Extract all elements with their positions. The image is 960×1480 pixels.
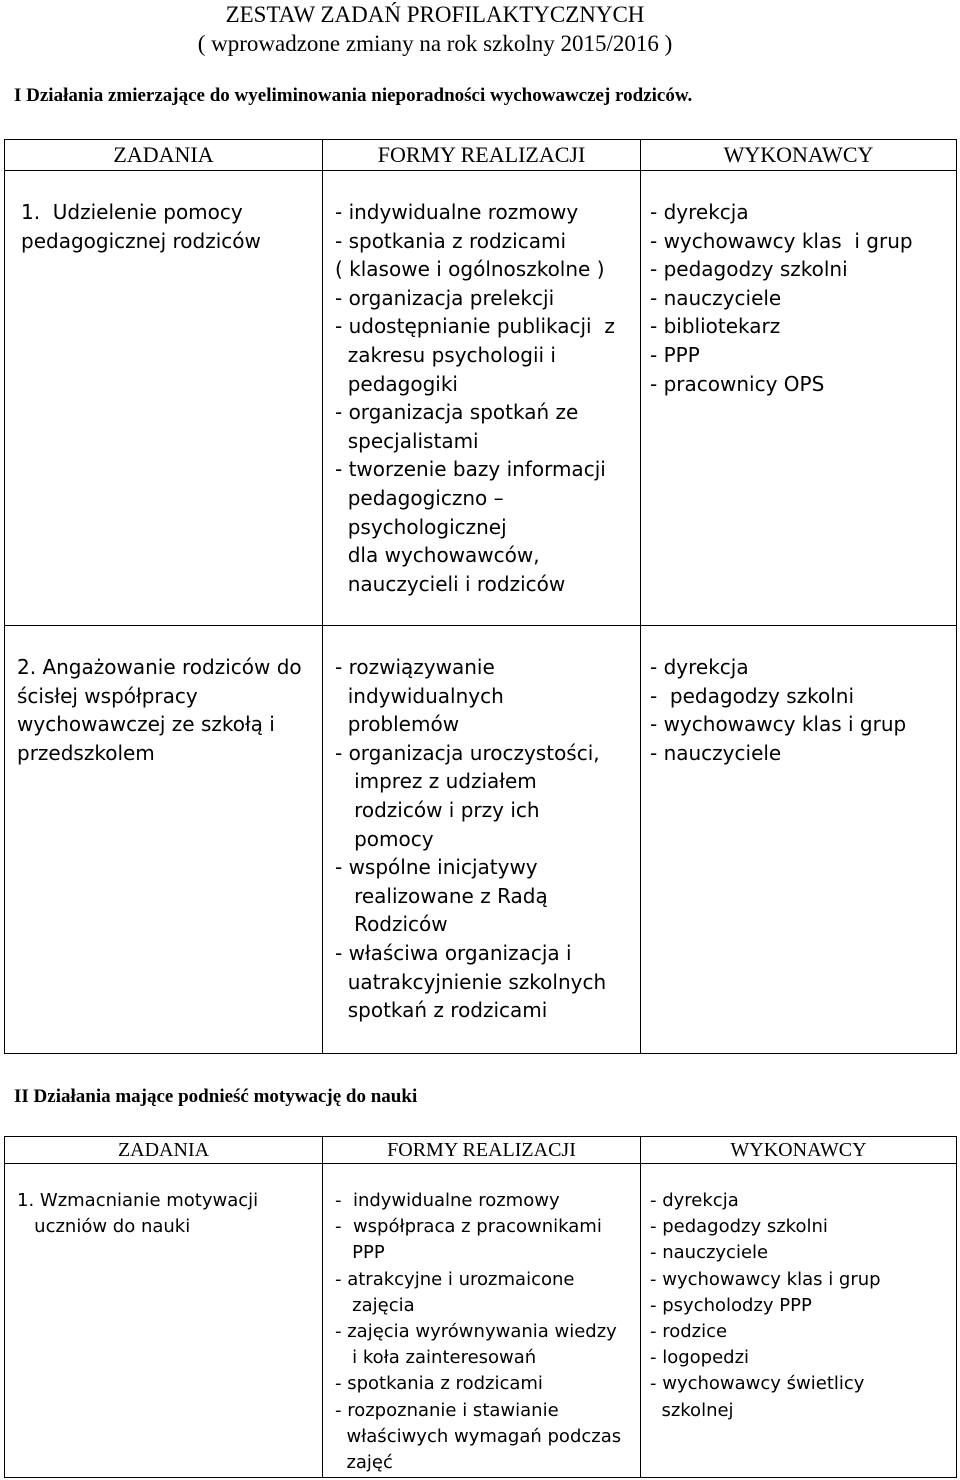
cell-text-line: - organizacja prelekcji bbox=[335, 285, 555, 310]
section2-heading: II Działania mające podnieść motywację do nauki bbox=[14, 1086, 418, 1107]
cell-text-line: - organizacja uroczystości, bbox=[335, 740, 600, 765]
cell-text-line: - nauczyciele bbox=[650, 740, 782, 765]
cell-text-line: - PPP bbox=[650, 342, 700, 367]
document-title: ZESTAW ZADAŃ PROFILAKTYCZNYCH bbox=[225, 2, 645, 27]
cell-text-line: realizowane z Radą bbox=[335, 883, 548, 908]
table-row bbox=[5, 626, 957, 1054]
section1-table bbox=[4, 139, 957, 1054]
cell-text-line: - pedagodzy szkolni bbox=[650, 1216, 828, 1238]
cell-text-line: dla wychowawców, bbox=[335, 543, 540, 568]
section1-heading: I Działania zmierzające do wyeliminowania nieporadności wychowawczej rodziców. bbox=[14, 85, 693, 106]
cell-text-line: pedagogiczno – bbox=[335, 485, 504, 510]
cell-text-line: psychologicznej bbox=[335, 514, 507, 539]
cell-text-line: imprez z udziałem bbox=[335, 769, 537, 794]
cell-text-line: - wychowawcy klas i grup bbox=[650, 228, 913, 253]
cell-text-line: - dyrekcja bbox=[650, 1190, 739, 1211]
cell-text-line: - tworzenie bazy informacji bbox=[335, 457, 606, 482]
cell-text-line: i koła zainteresowań bbox=[335, 1347, 537, 1369]
cell-text-line: - wychowawcy klas i grup bbox=[650, 712, 907, 737]
cell-text-line: specjalistami bbox=[335, 428, 479, 453]
forms-cell bbox=[323, 1164, 641, 1478]
cell-text-line: - logopedzi bbox=[650, 1347, 750, 1369]
cell-text-line: nauczycieli i rodziców bbox=[335, 571, 566, 596]
cell-text-line: - dyrekcja bbox=[650, 655, 749, 679]
executors-cell bbox=[641, 171, 957, 626]
executors-cell bbox=[641, 626, 957, 1054]
cell-text-line: spotkań z rodzicami bbox=[335, 998, 548, 1023]
cell-text-line: 1. Wzmacnianie motywacji bbox=[17, 1190, 259, 1211]
cell-text-line: indywidualnych bbox=[335, 683, 504, 708]
cell-text-line: przedszkolem bbox=[17, 740, 155, 765]
cell-text-line: - wspólne inicjatywy bbox=[335, 855, 538, 880]
cell-text-line: ścisłej współpracy bbox=[17, 683, 198, 708]
cell-text-line: - spotkania z rodzicami bbox=[335, 228, 567, 253]
cell-text-line: uatrakcyjnienie szkolnych bbox=[335, 969, 607, 994]
cell-text-line: zajęć bbox=[335, 1452, 393, 1474]
table-header-row bbox=[5, 1137, 957, 1164]
cell-text-line: - atrakcyjne i urozmaicone bbox=[335, 1268, 575, 1290]
cell-text-line: - rodzice bbox=[650, 1321, 728, 1343]
cell-text-line: - pedagodzy szkolni bbox=[650, 257, 848, 282]
cell-text-line: zajęcia bbox=[335, 1294, 415, 1316]
cell-text-line: - nauczyciele bbox=[650, 1242, 769, 1264]
cell-text-line: - wychowawcy świetlicy bbox=[650, 1373, 865, 1395]
column-header-tasks: ZADANIA bbox=[5, 1137, 323, 1164]
cell-text-line: szkolnej bbox=[650, 1399, 734, 1421]
cell-text-line: - rozwiązywanie bbox=[335, 655, 495, 679]
column-header-executors: WYKONAWCY bbox=[641, 1137, 957, 1164]
cell-text-line: - wychowawcy klas i grup bbox=[650, 1268, 881, 1290]
column-header-tasks: ZADANIA bbox=[5, 140, 323, 171]
cell-text-line: - bibliotekarz bbox=[650, 314, 781, 339]
cell-text-line: - rozpoznanie i stawianie bbox=[335, 1399, 559, 1421]
cell-text-line: - nauczyciele bbox=[650, 285, 782, 310]
cell-text-line: pedagogiki bbox=[335, 371, 458, 396]
forms-cell bbox=[323, 626, 641, 1054]
cell-text-line: problemów bbox=[335, 712, 460, 737]
cell-text-line: - udostępnianie publikacji z bbox=[335, 314, 615, 339]
cell-text-line: właściwych wymagań podczas bbox=[335, 1425, 622, 1447]
section2-table bbox=[4, 1136, 957, 1478]
cell-text-line: - właściwa organizacja i bbox=[335, 940, 572, 965]
cell-text-line: - pracownicy OPS bbox=[650, 371, 825, 396]
column-header-forms: FORMY REALIZACJI bbox=[323, 1137, 641, 1164]
cell-text-line: - indywidualne rozmowy bbox=[335, 1190, 560, 1211]
cell-text-line: - psycholodzy PPP bbox=[650, 1294, 812, 1316]
cell-text-line: pedagogicznej rodziców bbox=[21, 228, 261, 253]
cell-text-line: 1. Udzielenie pomocy bbox=[21, 200, 243, 224]
task-cell bbox=[5, 1164, 323, 1478]
document-subtitle: ( wprowadzone zmiany na rok szkolny 2015/2016 ) bbox=[197, 31, 673, 56]
cell-text-line: pomocy bbox=[335, 826, 434, 851]
task-cell bbox=[5, 171, 323, 626]
table-header-row bbox=[5, 140, 957, 171]
column-header-executors: WYKONAWCY bbox=[641, 140, 957, 171]
executors-cell bbox=[641, 1164, 957, 1478]
table-row bbox=[5, 1164, 957, 1478]
table-row bbox=[5, 171, 957, 626]
cell-text-line: uczniów do nauki bbox=[17, 1216, 191, 1238]
cell-text-line: - dyrekcja bbox=[650, 200, 749, 224]
cell-text-line: - indywidualne rozmowy bbox=[335, 200, 579, 224]
cell-text-line: ( klasowe i ogólnoszkolne ) bbox=[335, 257, 605, 282]
cell-text-line: PPP bbox=[335, 1242, 385, 1264]
column-header-forms: FORMY REALIZACJI bbox=[323, 140, 641, 171]
cell-text-line: - zajęcia wyrównywania wiedzy bbox=[335, 1321, 617, 1343]
forms-cell bbox=[323, 171, 641, 626]
cell-text-line: - spotkania z rodzicami bbox=[335, 1373, 543, 1395]
task-cell bbox=[5, 626, 323, 1054]
cell-text-line: Rodziców bbox=[335, 912, 448, 937]
cell-text-line: - organizacja spotkań ze bbox=[335, 400, 579, 425]
cell-text-line: - pedagodzy szkolni bbox=[650, 683, 855, 708]
cell-text-line: wychowawczej ze szkołą i bbox=[17, 712, 275, 737]
cell-text-line: rodziców i przy ich bbox=[335, 797, 540, 822]
cell-text-line: zakresu psychologii i bbox=[335, 342, 556, 367]
cell-text-line: 2. Angażowanie rodziców do bbox=[17, 655, 302, 679]
cell-text-line: - współpraca z pracownikami bbox=[335, 1216, 602, 1238]
